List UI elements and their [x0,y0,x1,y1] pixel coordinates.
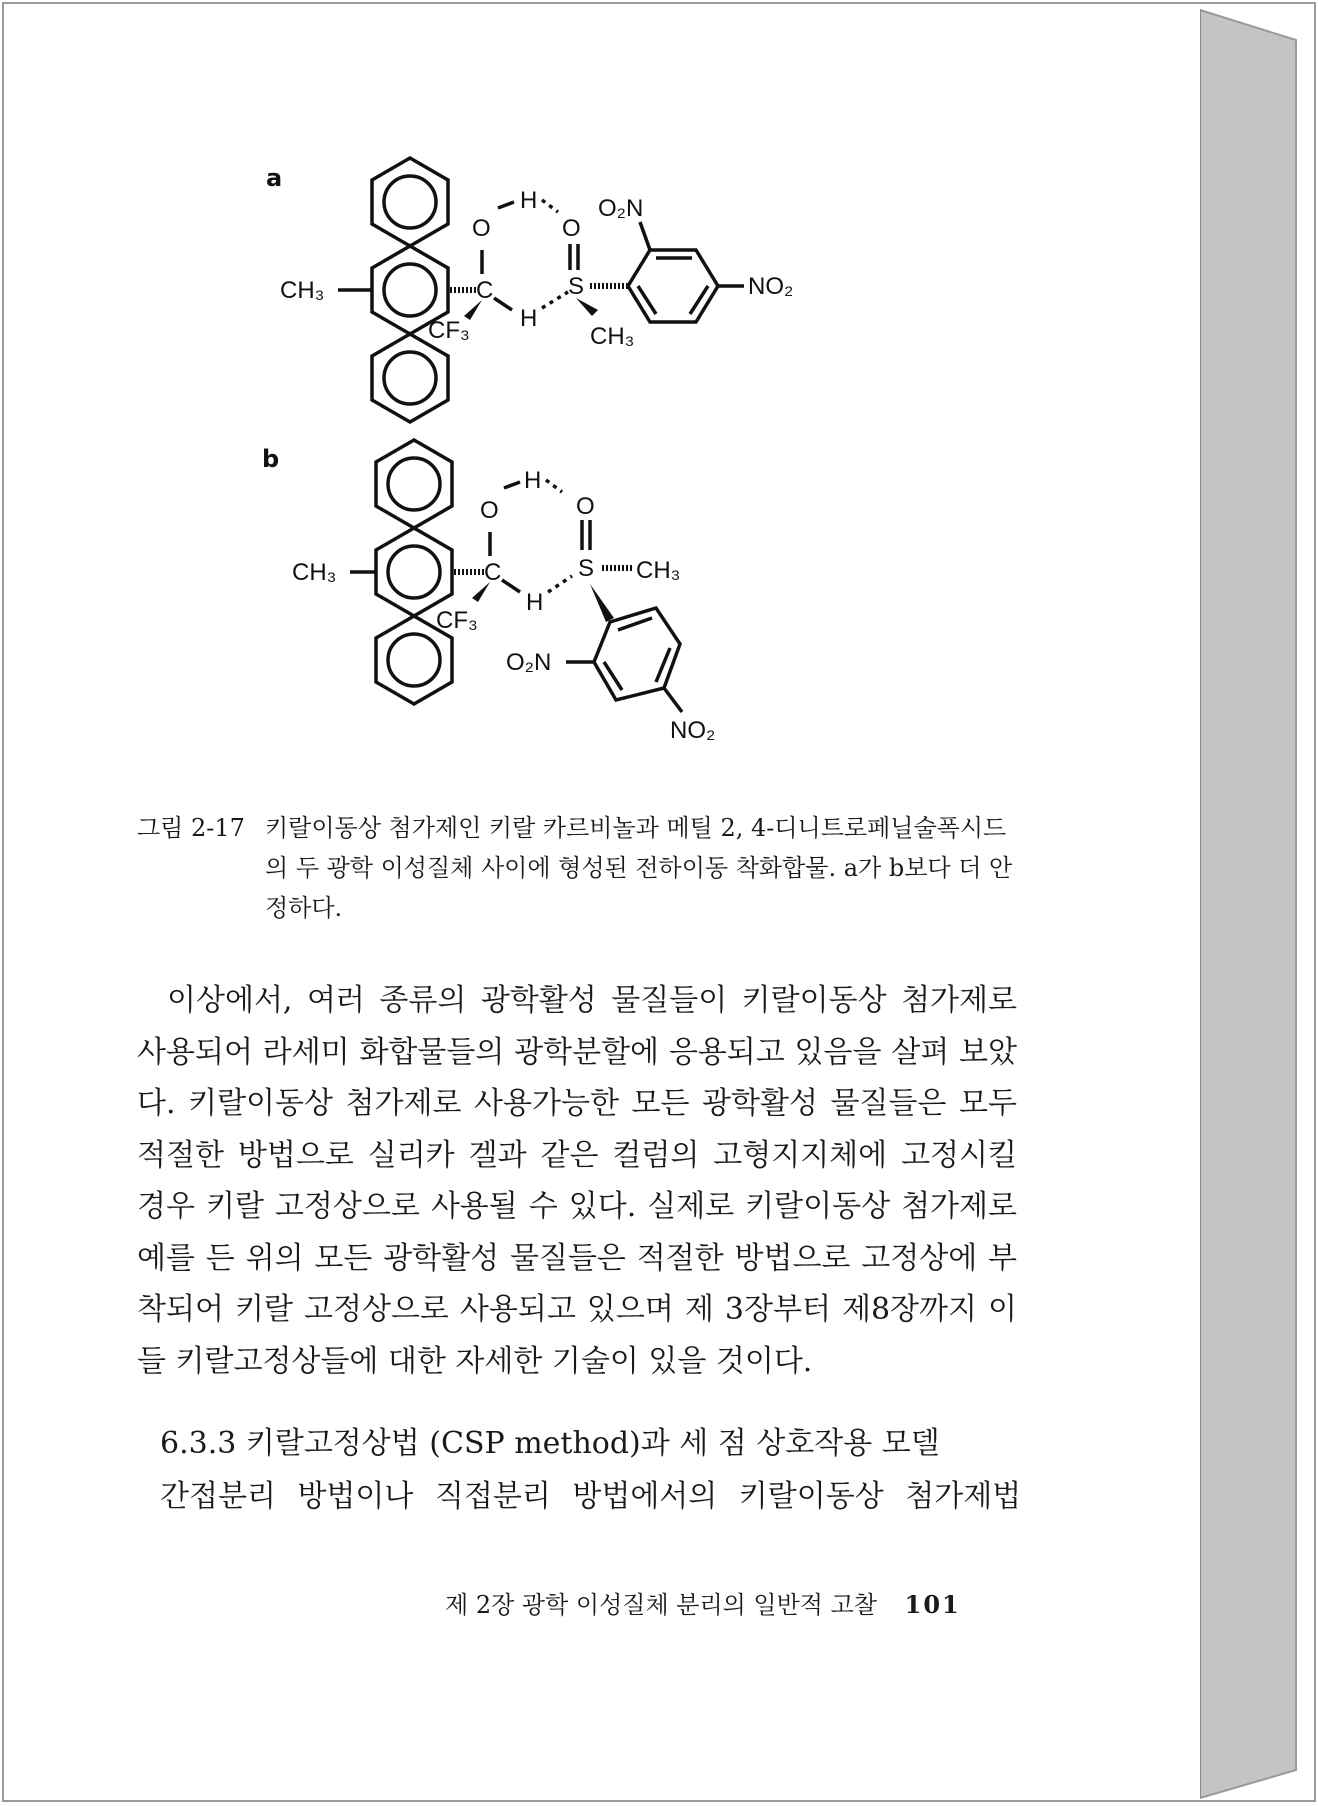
a-o2: O [562,215,581,242]
caption-number: 그림 2-17 [137,814,245,842]
structure-b-anthracene [376,440,452,704]
b-h-mid: H [526,589,544,616]
chemical-structures [250,140,1010,780]
b-o2n: O₂N [506,649,552,676]
a-o2n: O₂N [598,195,644,222]
b-no2: NO₂ [670,717,716,744]
body-paragraph [137,975,1017,1387]
a-o: O [472,215,491,242]
a-h-top: H [520,187,538,214]
b-c: C [484,559,502,586]
b-ch3-left: CH₃ [292,559,337,586]
caption-text: 키랄이동상 첨가제인 키랄 카르비놀과 메틸 2, 4-디니트로페닐술폭시드의 두 광학 이성질체 사이에 형성된 전하이동 착화합물. a가 b보다 더 안정하다. [265,814,1013,922]
a-cf3: CF₃ [428,317,470,344]
b-o2: O [576,493,595,520]
a-no2: NO₂ [748,273,794,300]
b-cf3: CF₃ [436,607,478,634]
a-c: C [476,277,494,304]
b-s: S [578,555,595,582]
figure-label-a: a [266,164,283,192]
section-first-line: 간접분리 방법이나 직접분리 방법에서의 키랄이동상 첨가제법 [160,1479,1022,1514]
b-h-top: H [524,467,542,494]
figure-2-17 [250,140,1010,780]
footer-chapter: 제 2장 광학 이성질체 분리의 일반적 고찰 [445,1591,877,1619]
figure-caption [137,808,1017,928]
running-footer [445,1587,1005,1623]
a-h-mid: H [520,305,538,332]
book-spine-face [1200,10,1296,1798]
b-o: O [480,497,499,524]
a-s: S [568,273,585,300]
structure-a-anthracene [372,158,448,422]
a-ch3-left: CH₃ [280,277,325,304]
page-number: 101 [904,1590,961,1619]
section-heading: 6.3.3 키랄고정상법 (CSP method)과 세 점 상호작용 모델 [160,1426,940,1461]
b-ch3-s: CH₃ [636,557,681,584]
figure-label-b: b [262,445,280,473]
a-ch3-s: CH₃ [590,323,635,350]
paragraph-text: 이상에서, 여러 종류의 광학활성 물질들이 키랄이동상 첨가제로 사용되어 라세미 화합물들의 광학분할에 응용되고 있음을 살펴 보았다. 키랄이동상 첨가제로 사용가능한 모든 광학활성 물질들은 모두 적절한 방법으로 실리카 겔과 같은 컬럼의 고형지지체에 고정시킬 경우 키랄 고정상으로 사용될 수 있다. 실제로 키랄이동상 첨가제로 예를 든 위의 모든 광학활성 물질들은 적절한 방법으로 고정상에 부착되어 키랄 고정상으로 사용되고 있으며 제 3장부터 제8장까지 이들 키랄고정상들에 대한 자세한 기술이 있을 것이다. [137,983,1017,1379]
structure-a-benzene [628,250,718,322]
structure-b-benzene [594,608,680,700]
